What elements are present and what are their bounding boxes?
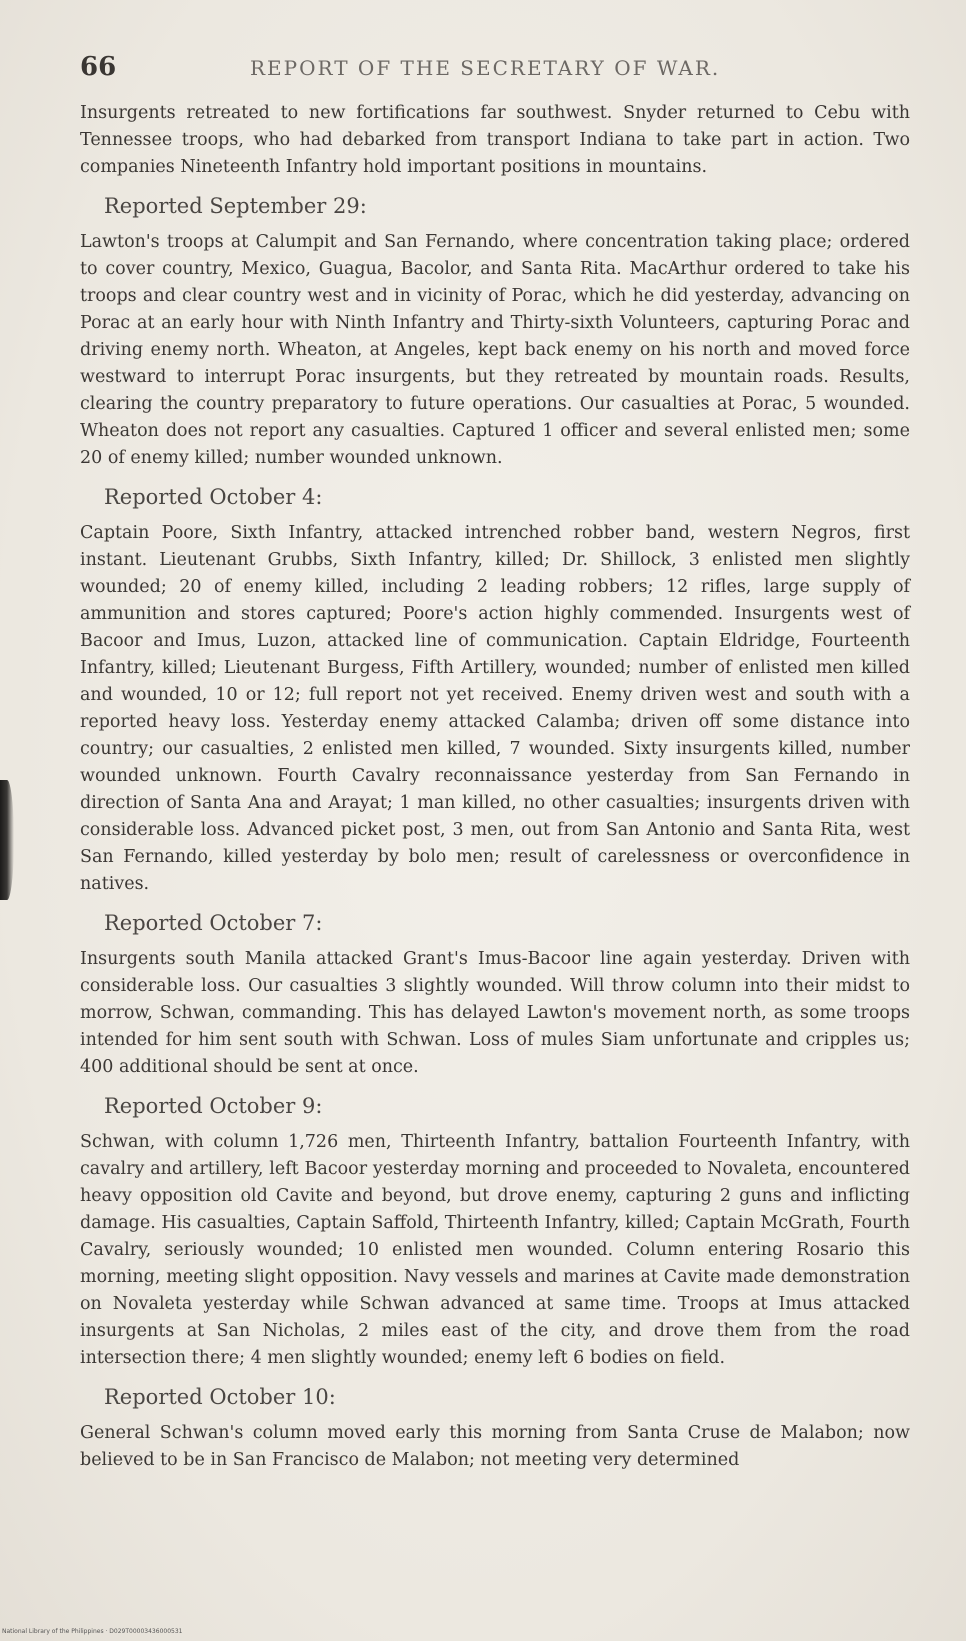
section-text-oct-4: Captain Poore, Sixth Infantry, attacked intrenched robber band, western Negros, first instant. Lieutenant Grubbs, Sixth Infantry, killed; Dr. Shillock, 3 enlisted men slightly wounded; 20 of enemy killed, including 2 leading robbers; 12 rifles, large supply of ammunition and stores captured; Poore's action highly commended. Insurgents west of Bacoor and Imus, Luzon, attacked line of communication. Captain Eldridge, Fourteenth Infantry, killed; Lieutenant Burgess, Fifth Artillery, wounded; number of enlisted men killed and wounded, 10 or 12; full report not yet received. Enemy driven west and south with a reported heavy loss. Yesterday enemy attacked Calamba; driven off some distance into country; our casualties, 2 enlisted men killed, 7 wounded. Sixty insurgents killed, number wounded unknown. Fourth Cavalry reconnaissance yesterday from San Fernando in direction of Santa Ana and Arayat; 1 man killed, no other casualties; insurgents driven with considerable loss. Advanced picket post, 3 men, out from San Antonio and Santa Rita, west San Fernando, killed yesterday by bolo men; result of carelessness or overconfidence in natives. <box>80 523 910 894</box>
binding-shadow <box>0 780 14 900</box>
intro-paragraph: Insurgents retreated to new fortifications far southwest. Snyder returned to Cebu with Tennessee troops, who had debarked from transport Indiana to take part in action. Two companies Nineteenth Infantry hold important positions in mountains. <box>80 103 910 177</box>
running-title: REPORT OF THE SECRETARY OF WAR. <box>250 56 721 80</box>
section-heading-oct-7: Reported October 7: <box>104 911 323 935</box>
section-heading-sep-29: Reported September 29: <box>104 194 367 218</box>
section-text-sep-29: Lawton's troops at Calumpit and San Fernando, where concentration taking place; ordered to cover country, Mexico, Guagua, Bacolor, and Santa Rita. MacArthur ordered to take his troops and clear country west and in vicinity of Porac, which he did yesterday, advancing on Porac at an early hour with Ninth Infantry and Thirty-sixth Volunteers, capturing Porac and driving enemy north. Wheaton, at Angeles, kept back enemy on his north and moved force westward to interrupt Porac insurgents, but they retreated by mountain roads. Results, clearing the country preparatory to future operations. Our casualties at Porac, 5 wounded. Wheaton does not report any casualties. Captured 1 officer and several enlisted men; some 20 of enemy killed; number wounded unknown. <box>80 232 910 468</box>
section-heading-oct-4: Reported October 4: <box>104 485 323 509</box>
section-heading-oct-10: Reported October 10: <box>104 1385 336 1409</box>
page-number: 66 <box>80 52 117 82</box>
section-text-oct-7: Insurgents south Manila attacked Grant's Imus-Bacoor line again yesterday. Driven with considerable loss. Our casualties 3 slightly wounded. Will throw column into their midst to morrow, Schwan, commanding. This has delayed Lawton's movement north, as some troops intended for him sent south with Schwan. Loss of mules Siam unfortunate and cripples us; 400 additional should be sent at once. <box>80 949 910 1077</box>
body-text <box>80 100 910 1474</box>
section-heading-oct-9: Reported October 9: <box>104 1094 323 1118</box>
library-credit: National Library of the Philippines · D029T00003436000531 <box>2 1628 183 1635</box>
running-head <box>80 52 910 86</box>
section-text-oct-9: Schwan, with column 1,726 men, Thirteenth Infantry, battalion Fourteenth Infantry, with cavalry and artillery, left Bacoor yesterday morning and proceeded to Novaleta, encountered heavy opposition old Cavite and beyond, but drove enemy, capturing 2 guns and inflicting damage. His casualties, Captain Saffold, Thirteenth Infantry, killed; Captain McGrath, Fourth Cavalry, seriously wounded; 10 enlisted men wounded. Column entering Rosario this morning, meeting slight opposition. Navy vessels and marines at Cavite made demonstration on Novaleta yesterday while Schwan advanced at same time. Troops at Imus attacked insurgents at San Nicholas, 2 miles east of the city, and drove them from the road intersection there; 4 men slightly wounded; enemy left 6 bodies on field. <box>80 1132 910 1368</box>
section-text-oct-10: General Schwan's column moved early this morning from Santa Cruse de Malabon; now believed to be in San Francisco de Malabon; not meeting very determined <box>80 1423 910 1470</box>
